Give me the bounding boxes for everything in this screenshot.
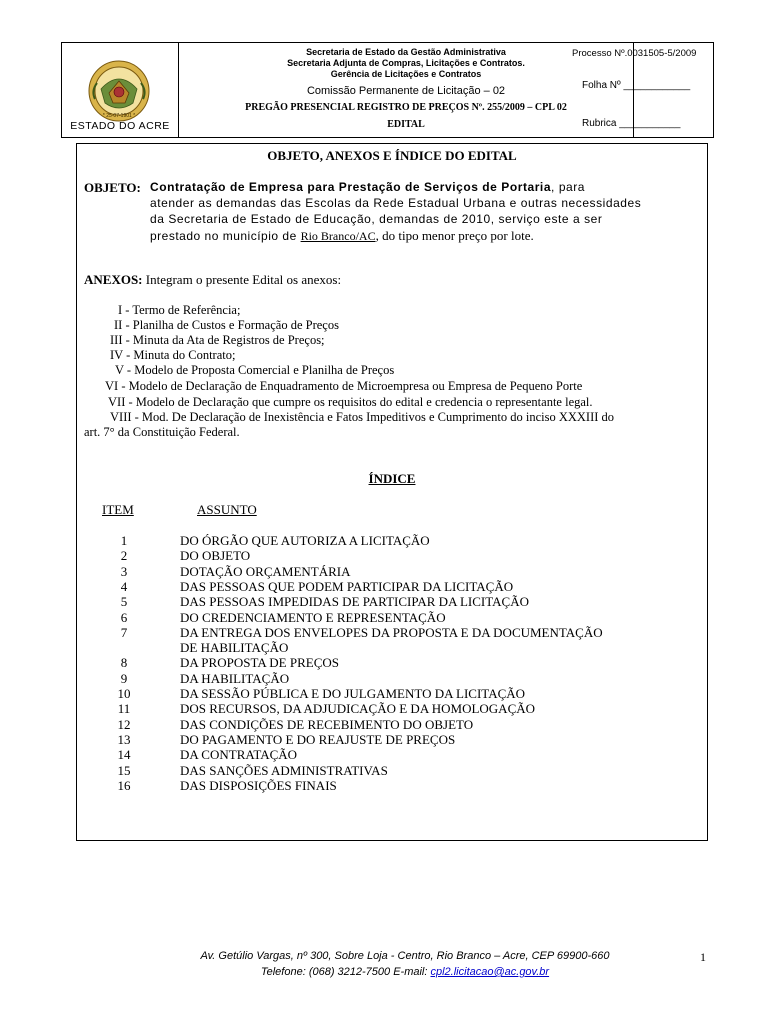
anexo-item: VIII - Mod. De Declaração de Inexistência e Fatos Impeditivos e Cumprimento do inciso XXXIII do (110, 410, 615, 424)
anexo-item: II - Planilha de Custos e Formação de Preços (114, 318, 339, 332)
processo-number: Processo Nº.0031505-5/2009 (572, 48, 697, 59)
rubrica-field: Rubrica ___________ (582, 118, 681, 129)
indice-item-number: 5 (120, 594, 128, 610)
footer-email-link[interactable]: cpl2.licitacao@ac.gov.br (430, 966, 550, 978)
indice-item-text: DAS SANÇÕES ADMINISTRATIVAS (180, 762, 388, 778)
indice-item-text: DAS PESSOAS IMPEDIDAS DE PARTICIPAR DA LICITAÇÃO (180, 594, 530, 610)
anexo-item: III - Minuta da Ata de Registros de Preços; (110, 333, 325, 347)
indice-item-text: DA PROPOSTA DE PREÇOS (180, 655, 339, 671)
indice-col-assunto: ASSUNTO (197, 502, 257, 517)
objeto-line-4-pre: prestado no município de (150, 229, 301, 243)
indice-item-number: 11 (117, 701, 131, 717)
anexo-item: V - Modelo de Proposta Comercial e Planilha de Preços (115, 363, 395, 377)
objeto-line-3: da Secretaria de Estado de Educação, demandas de 2010, serviço este a ser (150, 212, 603, 226)
header-logo-cell (62, 43, 179, 137)
footer-phone: Telefone: (068) 3212-7500 E-mail: (260, 966, 431, 978)
indice-item-number: 14 (117, 747, 131, 763)
rio-branco-link: Rio Branco/AC (300, 229, 376, 243)
anexos-label: ANEXOS: (84, 272, 143, 287)
pregao-title: PREGÃO PRESENCIAL REGISTRO DE PREÇOS Nº. 255/2009 – CPL 02 (245, 102, 567, 113)
indice-item-number: 12 (117, 716, 131, 732)
indice-item-number: 9 (120, 670, 128, 686)
indice-item-text: DE HABILITAÇÃO (180, 640, 289, 656)
anexo-item: I - Termo de Referência; (118, 303, 241, 317)
objeto-bold: Contratação de Empresa para Prestação de Serviços de Portaria (150, 180, 552, 194)
indice-title: ÍNDICE (368, 471, 416, 486)
anexos-intro: Integram o presente Edital os anexos: (145, 272, 342, 287)
indice-col-item: ITEM (102, 502, 134, 517)
indice-item-number: 4 (120, 578, 128, 594)
indice-item-text: DO ÓRGÃO QUE AUTORIZA A LICITAÇÃO (180, 533, 430, 548)
objeto-after-bold: , para (551, 180, 586, 194)
indice-item-number: 6 (120, 609, 128, 625)
indice-item-text: DA HABILITAÇÃO (180, 670, 290, 686)
indice-item-text: DO CREDENCIAMENTO E REPRESENTAÇÃO (180, 609, 446, 625)
indice-item-text: DOTAÇÃO ORÇAMENTÁRIA (180, 563, 351, 579)
indice-item-number: 7 (120, 624, 128, 640)
indice-item-number: 8 (120, 655, 128, 671)
objeto-line-2: atender as demandas das Escolas da Rede Estadual Urbana e outras necessidades (150, 196, 642, 210)
footer-contact (140, 966, 670, 978)
indice-item-text: DA SESSÃO PÚBLICA E DO JULGAMENTO DA LICITAÇÃO (180, 686, 526, 701)
indice-item-number: 16 (117, 777, 131, 793)
objeto-line-4-post: , do tipo menor preço por lote. (375, 228, 534, 243)
footer-address: Av. Getúlio Vargas, nº 300, Sobre Loja - Centro, Rio Branco – Acre, CEP 69900-660 (200, 950, 610, 962)
indice-item-text: DOS RECURSOS, DA ADJUDICAÇÃO E DA HOMOLOGAÇÃO (180, 701, 536, 717)
indice-item-number: 2 (120, 548, 128, 564)
indice-item-text: DA ENTREGA DOS ENVELOPES DA PROPOSTA E DA DOCUMENTAÇÃO (180, 624, 603, 640)
indice-item-text: DO PAGAMENTO E DO REAJUSTE DE PREÇOS (180, 731, 456, 747)
section-title: OBJETO, ANEXOS E ÍNDICE DO EDITAL (267, 148, 517, 163)
page-number: 1 (700, 950, 706, 964)
indice-item-text: DO OBJETO (180, 548, 251, 564)
indice-item-text: DA CONTRATAÇÃO (180, 747, 298, 763)
header-line-2: Secretaria Adjunta de Compras, Licitações e Contratos. (287, 58, 525, 68)
header-center-cell (179, 43, 634, 137)
state-seal-icon (87, 59, 151, 123)
objeto-line-1 (150, 180, 585, 194)
indice-item-number: 1 (120, 533, 128, 548)
anexos-heading (84, 272, 341, 288)
state-label: ESTADO DO ACRE (70, 120, 170, 132)
indice-item-text: DAS CONDIÇÕES DE RECEBIMENTO DO OBJETO (180, 716, 474, 732)
commission-title: Comissão Permanente de Licitação – 02 (306, 85, 506, 97)
indice-item-number: 3 (120, 563, 128, 579)
indice-item-text: DAS PESSOAS QUE PODEM PARTICIPAR DA LICITAÇÃO (180, 578, 514, 594)
indice-item-text: DAS DISPOSIÇÕES FINAIS (180, 777, 337, 793)
indice-item-number: 15 (117, 762, 131, 778)
objeto-line-4 (150, 228, 534, 244)
edital-title: EDITAL (387, 119, 425, 130)
anexo-item: VII - Modelo de Declaração que cumpre os requisitos do edital e credencia o representante legal. (108, 395, 593, 409)
header-line-1: Secretaria de Estado da Gestão Administrativa (306, 47, 506, 57)
header-line-3: Gerência de Licitações e Contratos (330, 69, 482, 79)
anexo-item: art. 7° da Constituição Federal. (84, 425, 240, 439)
anexo-item: IV - Minuta do Contrato; (110, 348, 236, 362)
indice-item-number: 10 (117, 686, 131, 701)
folha-field: Folha Nº ____________ (582, 80, 691, 91)
objeto-label: OBJETO: (84, 180, 141, 195)
svg-text:* 25-07-1901 *: * 25-07-1901 * (102, 113, 136, 119)
indice-item-number: 13 (117, 731, 131, 747)
anexo-item: VI - Modelo de Declaração de Enquadramento de Microempresa ou Empresa de Pequeno Porte (105, 379, 583, 393)
